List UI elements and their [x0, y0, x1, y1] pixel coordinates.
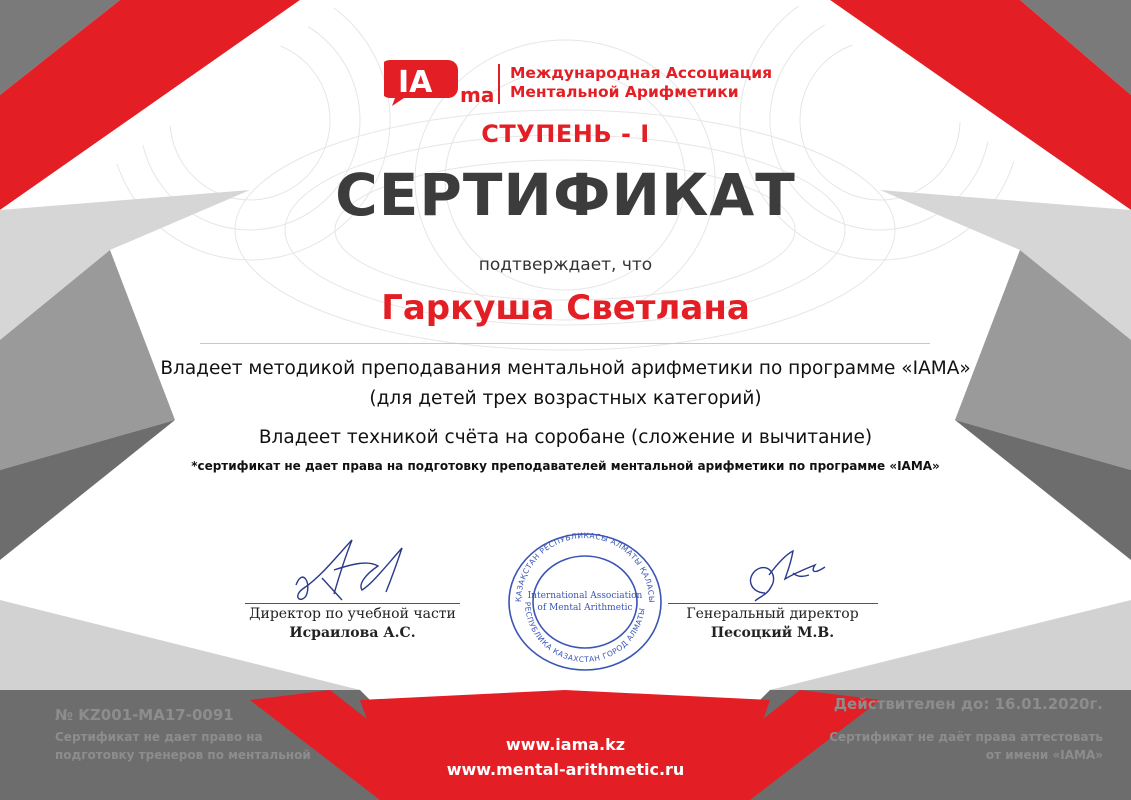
valid-until: Действителен до: 16.01.2020г.	[833, 695, 1103, 713]
right-note-line1: Сертификат не даёт права аттестовать	[829, 730, 1103, 744]
signature-2-image	[735, 545, 845, 605]
signature-1-line	[245, 603, 460, 604]
statement-line-1: Владеет методикой преподавания ментальной арифметики по программе «IAMA»	[160, 358, 971, 379]
stamp-center-line-1: International Association	[527, 591, 643, 601]
logo-small-text: ma	[460, 83, 495, 107]
confirms-text: подтверждает, что	[478, 255, 653, 275]
organization-name-line2: Ментальной Арифметики	[510, 83, 739, 101]
statement-line-3: Владеет техникой счёта на соробане (сложение и вычитание)	[258, 427, 873, 448]
right-note-line2: от имени «IAMA»	[985, 748, 1103, 762]
signatory-1-role: Директор по учебной части	[249, 606, 456, 622]
organization-name	[510, 64, 772, 102]
iama-logo-mark	[384, 56, 496, 108]
website-mental-arithmetic[interactable]: www.mental-arithmetic.ru	[446, 760, 685, 779]
signatory-1-name: Исраилова А.С.	[289, 625, 416, 641]
signatory-2-role: Генеральный директор	[686, 606, 859, 622]
holder-name: Гаркуша Светлана	[381, 288, 750, 328]
signatory-2-name: Песоцкий М.В.	[710, 625, 835, 641]
logo-divider	[498, 64, 500, 104]
certificate-number: № KZ001-MA17-0091	[55, 706, 234, 724]
official-stamp	[505, 530, 665, 675]
signature-2-line	[668, 603, 878, 604]
website-iama[interactable]: www.iama.kz	[505, 735, 626, 754]
logo-big-text: IA	[398, 65, 433, 100]
footnote: *сертификат не дает права на подготовку преподавателей ментальной арифметики по программе «IAMA»	[191, 459, 940, 473]
statement-line-2: (для детей трех возрастных категорий)	[369, 388, 762, 409]
stamp-outer-bottom: РЕСПУБЛИКА КАЗАХСТАН ГОРОД АЛМАТЫ	[522, 601, 647, 665]
certificate-title: СЕРТИФИКАТ	[335, 161, 796, 229]
holder-underline	[200, 343, 930, 344]
organization-name-line1: Международная Ассоциация	[510, 64, 773, 82]
left-note: Сертификат не дает право на подготовку тренеров по ментальной	[55, 730, 311, 762]
organization-logo	[384, 56, 773, 108]
stage-label: СТУПЕНЬ - I	[481, 120, 650, 148]
signature-1-image	[282, 530, 422, 610]
stamp-center-line-2: of Mental Arithmetic	[537, 603, 633, 613]
stamp-outer-top: ҚАЗАҚСТАН РЕСПУБЛИКАСЫ АЛМАТЫ ҚАЛАСЫ	[513, 530, 657, 604]
